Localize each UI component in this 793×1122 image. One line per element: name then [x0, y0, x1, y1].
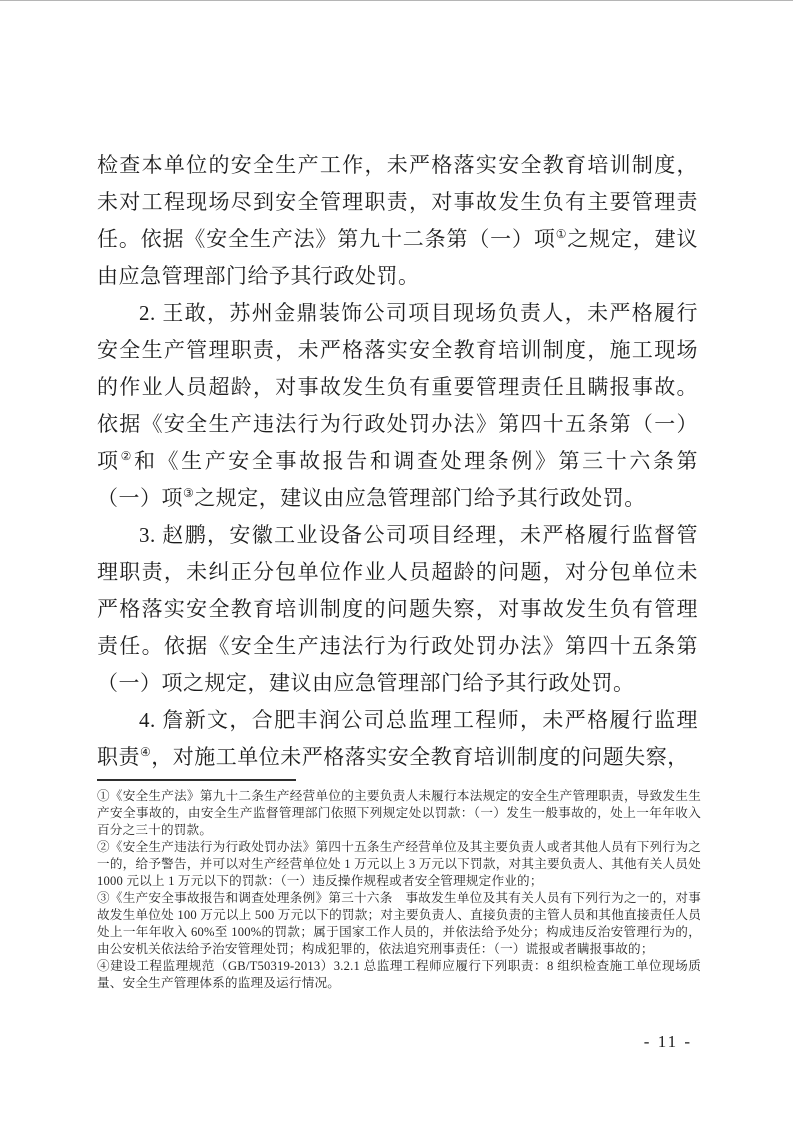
page-number: - 11 -: [643, 1032, 692, 1051]
paragraph: 4. 詹新文，合肥丰润公司总监理工程师，未严格履行监理职责④，对施工单位未严格落实安全教育培训制度的问题失察，: [97, 708, 698, 769]
body-text: [97, 147, 698, 776]
footnotes-section: [97, 779, 701, 992]
footnote-item: ④建设工程监理规范（GB/T50319-2013）3.2.1 总监理工程师应履行下列职责：8 组织检查施工单位现场质量、安全生产管理体系的监理及运行情况。: [97, 959, 701, 990]
footnote-ref: ②: [120, 449, 134, 463]
paragraph: 检查本单位的安全生产工作，未严格落实安全教育培训制度，未对工程现场尽到安全管理职责，对事故发生负有主要管理责任。依据《安全生产法》第九十二条第（一）项①之规定，建议由应急管理部门给予其行政处罚。: [97, 153, 699, 288]
footnote-ref: ④: [140, 745, 152, 759]
footnote-separator: [97, 779, 296, 781]
footnote-item: ②《安全生产违法行为行政处罚办法》第四十五条生产经营单位及其主要负责人或者其他人员有下列行为之一的，给予警告，并可以对生产经营单位处 1 万元以上 3 万元以下罚款，对其主要负责人、其他有关人员处 1000 元以上 1 万元以下的罚款：（一）违反操作规程或者安全管理规定作业的；: [97, 840, 701, 888]
footnote-ref: ①: [555, 227, 568, 241]
footnote-item: ①《安全生产法》第九十二条生产经营单位的主要负责人未履行本法规定的安全生产管理职责，导致发生生产安全事故的，由安全生产监督管理部门依照下列规定处以罚款：（一）发生一般事故的，处上一年年收入百分之三十的罚款。: [97, 789, 701, 837]
footnote-item: ③《生产安全事故报告和调查处理条例》第三十六条 事故发生单位及其有关人员有下列行为之一的，对事故发生单位处 100 万元以上 500 万元以下的罚款；对主要负责人、直接负责的主管人员和其他直接责任人员处上一年年收入 60%至 100%的罚款；属于国家工作人员的，并依法给予处分；构成违反治安管理行为的，由公安机关依法给予治安管理处罚；构成犯罪的，依法追究刑事责任：（一）谎报或者瞒报事故的；: [97, 891, 701, 956]
footnote-ref: ③: [183, 486, 195, 500]
footnotes-list: [97, 788, 701, 992]
paragraph: 3. 赵鹏，安徽工业设备公司项目经理，未严格履行监督管理职责，未纠正分包单位作业人员超龄的问题，对分包单位未严格落实安全教育培训制度的问题失察，对事故发生负有管理责任。依据《安全生产违法行为行政处罚办法》第四十五条第（一）项之规定，建议由应急管理部门给予其行政处罚。: [97, 523, 698, 695]
paragraph: 2. 王敢，苏州金鼎装饰公司项目现场负责人，未严格履行安全生产管理职责，未严格落实安全教育培训制度，施工现场的作业人员超龄，对事故发生负有重要管理责任且瞒报事故。依据《安全生产违法行为行政处罚办法》第四十五条第（一）项②和《生产安全事故报告和调查处理条例》第三十六条第（一）项③之规定，建议由应急管理部门给予其行政处罚。: [97, 301, 699, 510]
